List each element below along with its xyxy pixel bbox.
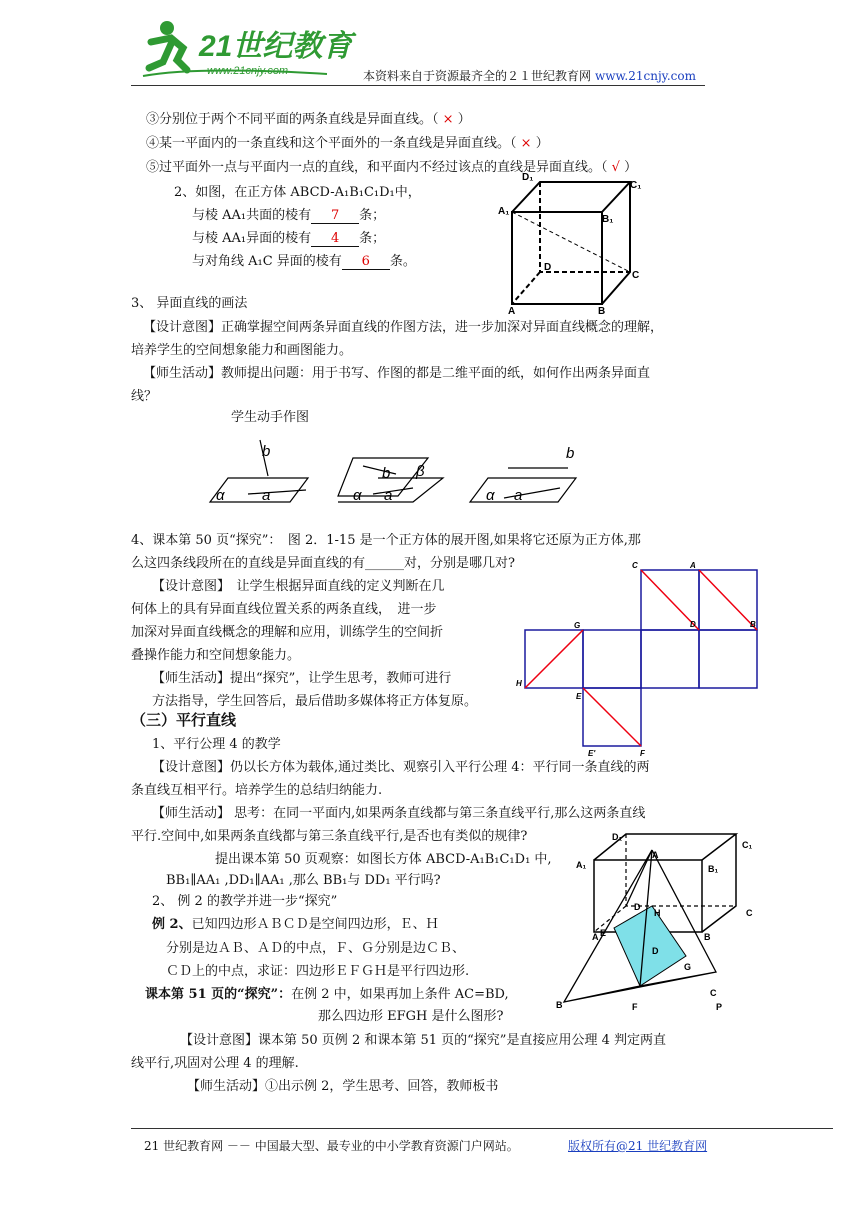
q2-line1: 与棱 AA₁共面的棱有 7 条； — [192, 208, 386, 223]
s3-act2: 线？ — [131, 389, 158, 404]
tetra-f: F — [632, 1002, 638, 1012]
plane3-b: b — [566, 445, 575, 462]
s4-intent3: 加深对异面直线概念的理解和应用，训练学生的空间折 — [131, 625, 444, 640]
tetra-a: A — [652, 850, 659, 860]
label-c1: C₁ — [630, 180, 642, 191]
tetra-d: D — [652, 946, 659, 956]
cube-net-figure — [508, 558, 764, 758]
skew-lines-figure — [198, 438, 598, 510]
label-d: D — [544, 262, 552, 273]
cube-figure — [492, 168, 652, 316]
net-e2: E' — [588, 749, 596, 758]
label-a: A — [508, 306, 516, 317]
net-a: A — [690, 561, 696, 570]
tetra-g: G — [684, 962, 692, 972]
s5-ex2: 分别是边ＡＢ、ＡＤ的中点，Ｆ、Ｇ分别是边ＣＢ、 — [166, 941, 466, 956]
tetra-b: B — [556, 1000, 563, 1010]
net-h: H — [516, 679, 522, 688]
s4-act2: 方法指导，学生回答后，最后借助多媒体将正方体复原。 — [152, 694, 478, 709]
plane2-a: a — [384, 487, 393, 504]
s3-act: 【师生活动】教师提出问题：用于书写、作图的都是二维平面的纸，如何作出两条异面直 — [143, 366, 651, 381]
box-a1: A₁ — [576, 860, 587, 870]
s4-intent4: 叠操作能力和空间想象能力。 — [131, 648, 301, 663]
item-5: ⑤过平面外一点与平面内一点的直线，和平面内不经过该点的直线是异面直线。（ √ ） — [146, 160, 638, 175]
header-link[interactable]: www.21cnjy.com — [595, 69, 696, 83]
net-e: E — [576, 692, 582, 701]
s4-intent1: 【设计意图】 让学生根据异面直线的定义判断在几 — [152, 579, 445, 594]
s4-l2: 么这四条线段所在的直线是异面直线的有______对，分别是哪几对? — [131, 556, 515, 571]
box-b1: B₁ — [708, 864, 719, 874]
s4-intent2: 何体上的具有异面直线位置关系的两条直线， 进一步 — [131, 602, 437, 617]
tetra-e: E — [600, 928, 607, 938]
plane3-a: a — [514, 487, 523, 504]
plane1-alpha: α — [216, 487, 225, 504]
label-c: C — [632, 270, 640, 281]
q2-line2: 与棱 AA₁异面的棱有 4 条； — [192, 231, 386, 246]
s3-draw: 学生动手作图 — [231, 410, 310, 425]
header-divider — [131, 85, 705, 86]
s5-obs2: BB₁∥AA₁ ,DD₁∥AA₁ ,那么 BB₁与 DD₁ 平行吗? — [166, 873, 441, 888]
box-d1: D₁ — [612, 832, 623, 842]
label-b: B — [598, 306, 606, 317]
s5-act1: 【师生活动】 思考：在同一平面内,如果两条直线都与第三条直线平行,那么这两条直线 — [152, 806, 646, 821]
s5-ex3: ＣＤ上的中点，求证：四边形ＥＦＧＨ是平行四边形. — [166, 964, 470, 979]
s5-ex1: 例 2、已知四边形ＡＢＣＤ是空间四边形，Ｅ、Ｈ — [152, 917, 439, 932]
box-c: C — [746, 908, 753, 918]
item-4: ④某一平面内的一条直线和这个平面外的一条直线是异面直线。（ × ） — [146, 136, 549, 151]
s5-act2: 平行.空间中,如果两条直线都与第三条直线平行,是否也有类似的规律? — [131, 829, 528, 844]
plane3-alpha: α — [486, 487, 495, 504]
plane2-beta: β — [416, 463, 425, 480]
plane2-alpha: α — [353, 487, 362, 504]
s5-explore: 课本第 51 页的“探究”：在例 2 中，如果再加上条件 AC=BD, — [145, 987, 509, 1002]
s5-sub1: 1、平行公理 4 的教学 — [152, 737, 281, 752]
logo-url: www.21cnjy.com — [207, 65, 289, 77]
s5-intent2: 条直线互相平行。培养学生的总结归纳能力. — [131, 783, 383, 798]
s4-act1: 【师生活动】提出“探究”，让学生思考，教师可进行 — [152, 671, 452, 686]
box-c1: C₁ — [742, 840, 753, 850]
tetra-c: C — [710, 988, 717, 998]
s5-intent1: 【设计意图】仍以长方体为载体,通过类比、观察引入平行公理 4：平行同一条直线的两 — [152, 760, 650, 775]
net-g: G — [574, 621, 581, 630]
label-a1: A₁ — [498, 206, 510, 217]
plane1-b: b — [262, 443, 271, 460]
s5-act3: 【师生活动】①出示例 2，学生思考、回答，教师板书 — [187, 1079, 499, 1094]
label-d1: D₁ — [522, 172, 534, 183]
net-c: C — [632, 561, 638, 570]
s3-intent2: 培养学生的空间想象能力和画图能力。 — [131, 343, 353, 358]
net-b: B — [750, 620, 756, 629]
box-d: D — [634, 902, 641, 912]
s5-sub2: 2、 例 2 的教学并进一步“探究” — [152, 894, 338, 909]
net-f: F — [640, 749, 645, 758]
tetra-h: H — [654, 908, 661, 918]
net-d: D — [690, 620, 696, 629]
s3-intent: 【设计意图】正确掌握空间两条异面直线的作图方法，进一步加深对异面直线概念的理解， — [143, 320, 664, 335]
s4-l1: 4、课本第 50 页“探究”： 图 2．1-15 是一个正方体的展开图,如果将它还原为正方体,那 — [131, 533, 641, 548]
item-3: ③分别位于两个不同平面的两条直线是异面直线。（ × ） — [146, 112, 471, 127]
footer-divider — [131, 1128, 833, 1129]
plane2-b: b — [382, 465, 391, 482]
s5-intent4: 线平行,巩固对公理 4 的理解. — [131, 1056, 299, 1071]
s3-title: 3、 异面直线的画法 — [131, 296, 248, 311]
footer-copyright-link[interactable]: 版权所有@21 世纪教育网 — [568, 1139, 708, 1153]
logo-icon — [137, 18, 353, 82]
q2-line3: 与对角线 A₁C 异面的棱有 6 条。 — [192, 254, 416, 269]
logo-text: 21世纪教育 — [199, 30, 353, 63]
q2-intro: 2、如图，在正方体 ABCD-A₁B₁C₁D₁中， — [174, 185, 421, 200]
box-tetra-figure — [556, 826, 766, 1014]
footer-left: 21 世纪教育网 －－ 中国最大型、最专业的中小学教育资源门户网站。 — [144, 1139, 519, 1153]
label-b1: B₁ — [602, 214, 614, 225]
tetra-p: P — [716, 1002, 723, 1012]
plane1-a: a — [262, 487, 271, 504]
s5-exp2: 那么四边形 EFGH 是什么图形? — [318, 1009, 504, 1024]
s5-obs1: 提出课本第 50 页观察：如图长方体 ABCD-A₁B₁C₁D₁ 中, — [215, 852, 552, 867]
box-a: A — [592, 932, 599, 942]
box-b: B — [704, 932, 711, 942]
s5-intent3: 【设计意图】课本第 50 页例 2 和课本第 51 页的“探究”是直接应用公理 4 判定两直 — [180, 1033, 666, 1048]
s5-title: （三）平行直线 — [131, 711, 237, 729]
header-note: 本资料来自于资源最齐全的２１世纪教育网 www.21cnjy.com — [363, 69, 696, 83]
